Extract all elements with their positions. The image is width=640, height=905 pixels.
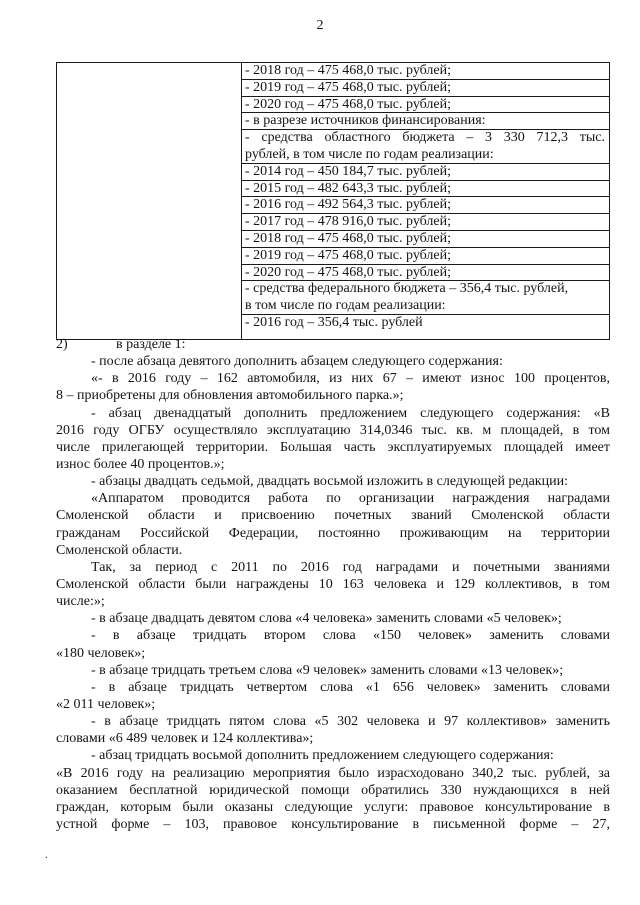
paragraph-line: «180 человек»; bbox=[56, 645, 146, 661]
paragraph-line: «2 011 человек»; bbox=[56, 696, 156, 712]
paragraph-line: Смоленской области. bbox=[56, 542, 183, 558]
section-title: в разделе 1: bbox=[116, 337, 186, 352]
paragraph-line: - абзац тридцать восьмой дополнить предложением следующего содержания: bbox=[91, 748, 554, 764]
section-number: 2) bbox=[56, 337, 68, 352]
funding-table bbox=[56, 62, 610, 340]
paragraph-line: оказанием бесплатной юридической помощи обратились 330 нуждающихся в ней bbox=[56, 782, 610, 798]
paragraph-line: «- в 2016 году – 162 автомобиля, из них 67 – имеют износ 100 процентов, bbox=[91, 371, 610, 387]
paragraph-line: числе:»; bbox=[56, 594, 105, 610]
paragraph-line: - после абзаца девятого дополнить абзацем следующего содержания: bbox=[91, 354, 503, 370]
paragraph-line: 2016 году ОГБУ осуществляло эксплуатацию 314,0346 тыс. кв. м площадей, в том bbox=[56, 422, 610, 438]
paragraph-line: Смоленской области и присвоению почетных званий Смоленской области bbox=[56, 508, 610, 524]
paragraph-line: словами «6 489 человек и 124 коллектива»; bbox=[56, 731, 314, 747]
table-row: - средства областного бюджета – 3 330 712,3 тыс. bbox=[245, 130, 605, 146]
table-row: - 2018 год – 475 468,0 тыс. рублей; bbox=[242, 63, 609, 80]
table-row: рублей, в том числе по годам реализации: bbox=[242, 147, 609, 164]
paragraph-line: устной форме – 103, правовое консультирование в письменной форме – 27, bbox=[56, 816, 610, 832]
table-row: - 2016 год – 492 564,3 тыс. рублей; bbox=[242, 197, 609, 214]
paragraph-line: - абзацы двадцать седьмой, двадцать восьмой изложить в следующей редакции: bbox=[91, 474, 568, 490]
paragraph-line: - в абзаце тридцать третьем слова «9 человек» заменить словами «13 человек»; bbox=[91, 662, 564, 678]
table-row: - 2015 год – 482 643,3 тыс. рублей; bbox=[242, 181, 609, 198]
paragraph-line: - в абзаце двадцать девятом слова «4 человека» заменить словами «5 человек»; bbox=[91, 611, 562, 627]
table-row: - 2020 год – 475 468,0 тыс. рублей; bbox=[242, 265, 609, 282]
paragraph-line: износ более 40 процентов.»; bbox=[56, 456, 225, 472]
paragraph-line: числе прилегающей территории. Большая часть эксплуатируемых площадей имеет bbox=[56, 439, 610, 455]
paragraph-line: граждан, которым были оказаны следующие услуги: правовое консультирование в bbox=[56, 799, 610, 815]
table-row: - 2016 год – 356,4 тыс. рублей bbox=[245, 314, 423, 330]
paragraph-line: - в абзаце тридцать втором слова «150 человек» заменить словами bbox=[91, 628, 610, 644]
paragraph-line: 8 – приобретены для обновления автомобильного парка.»; bbox=[56, 388, 404, 404]
table-row: - средства федерального бюджета – 356,4 тыс. рублей, bbox=[245, 281, 569, 297]
table-row: - в разрезе источников финансирования: bbox=[242, 113, 609, 130]
table-row: - 2018 год – 475 468,0 тыс. рублей; bbox=[242, 231, 609, 248]
table-row: в том числе по годам реализации: bbox=[242, 298, 609, 315]
document-body bbox=[56, 336, 610, 833]
paragraph-line: - в абзаце тридцать четвертом слова «1 656 человек» заменить словами bbox=[91, 679, 610, 695]
table-row: - 2017 год – 478 916,0 тыс. рублей; bbox=[242, 214, 609, 231]
table-row: - 2019 год – 475 468,0 тыс. рублей; bbox=[242, 248, 609, 265]
table-row: - 2020 год – 475 468,0 тыс. рублей; bbox=[242, 97, 609, 114]
paragraph-line: «Аппаратом проводится работа по организации награждения наградами bbox=[91, 491, 610, 507]
table-row: - 2019 год – 475 468,0 тыс. рублей; bbox=[242, 80, 609, 97]
table-row: - 2014 год – 450 184,7 тыс. рублей; bbox=[242, 164, 609, 181]
page-number: 2 bbox=[316, 18, 324, 33]
paragraph-line: Смоленской области были награждены 10 163 человека и 129 коллективов, в том bbox=[56, 576, 610, 592]
paragraph-line: - в абзаце тридцать пятом слова «5 302 человека и 97 коллективов» заменить bbox=[91, 714, 610, 730]
scan-mark: . bbox=[45, 850, 48, 861]
paragraph-line: «В 2016 году на реализацию мероприятия было израсходовано 340,2 тыс. рублей, за bbox=[56, 765, 610, 781]
paragraph-line: Так, за период с 2011 по 2016 год наградами и почетными званиями bbox=[91, 559, 610, 575]
paragraph-line: - абзац двенадцатый дополнить предложением следующего содержания: «В bbox=[91, 405, 610, 421]
table-rows bbox=[242, 63, 609, 332]
paragraph-line: гражданам Российской Федерации, постоянно проживающим на территории bbox=[56, 525, 610, 541]
section-heading bbox=[56, 336, 610, 353]
